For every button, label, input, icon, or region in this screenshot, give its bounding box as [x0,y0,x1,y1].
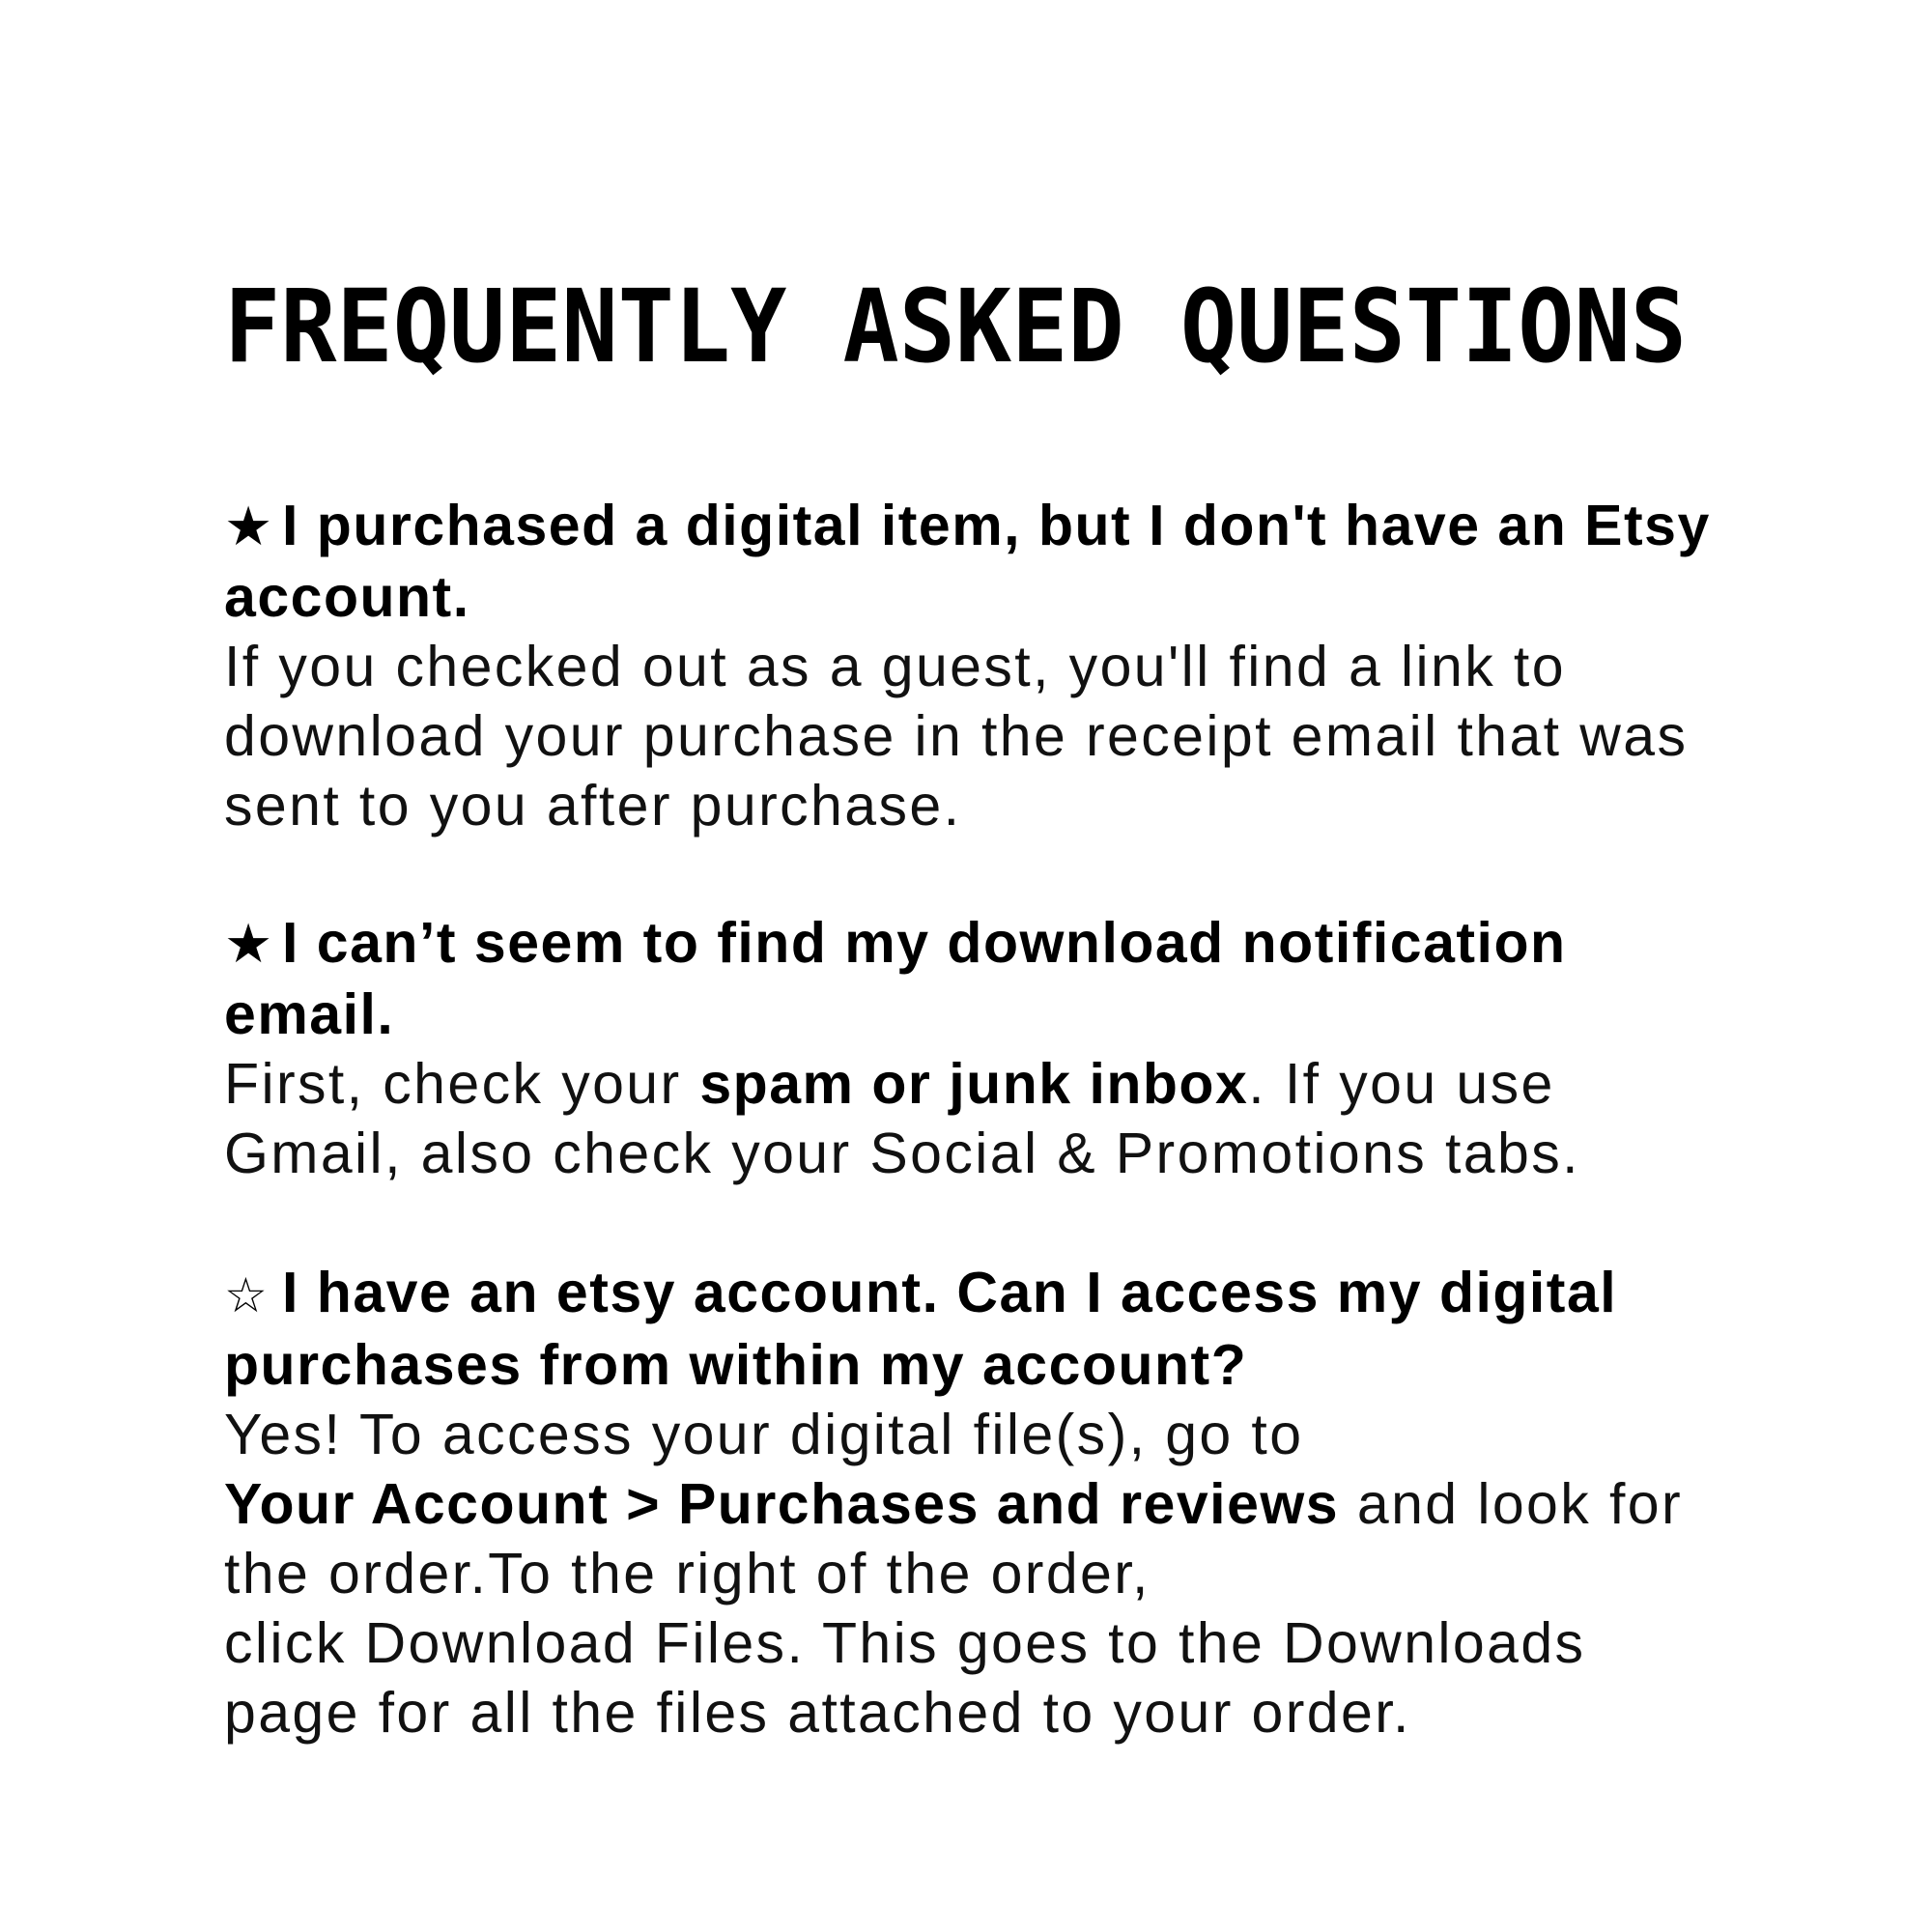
faq-question [224,908,1731,1049]
faq-item [224,908,1731,1188]
question-text: I purchased a digital item, but I don't have an Etsy account. [224,494,1711,629]
question-text: I can’t seem to find my download notification email. [224,911,1567,1046]
answer-text: and look for the order.To the right of the order, [224,1472,1683,1605]
faq-question [224,491,1731,632]
faq-item [224,491,1731,840]
faq-answer: If you checked out as a guest, you'll find a link to download your purchase in the receipt email that was sent to you after purchase. [224,635,1689,838]
answer-emphasis: spam or junk inbox [699,1052,1249,1116]
faq-item [224,1258,1731,1747]
answer-text: Yes! To access your digital file(s), go to [224,1403,1304,1466]
faq-question [224,1258,1731,1400]
answer-text: click Download Files. This goes to the Downloads page for all the files attached to your order. [224,1611,1586,1745]
answer-text: First, check your [224,1052,700,1116]
outline-star-icon: ☆ [224,1267,270,1323]
faq-answer [224,1049,1731,1188]
filled-star-icon: ★ [224,913,274,976]
faq-answer [224,1400,1731,1747]
question-text: I have an etsy account. Can I access my digital purchases from within my account? [224,1261,1618,1397]
filled-star-icon: ★ [224,496,274,558]
answer-emphasis: Your Account > Purchases and reviews [224,1472,1340,1536]
page-title: FREQUENTLY ASKED QUESTIONS [224,268,1687,385]
answer-text: . If you use Gmail, also check your Social & Promotions tabs. [224,1052,1580,1185]
